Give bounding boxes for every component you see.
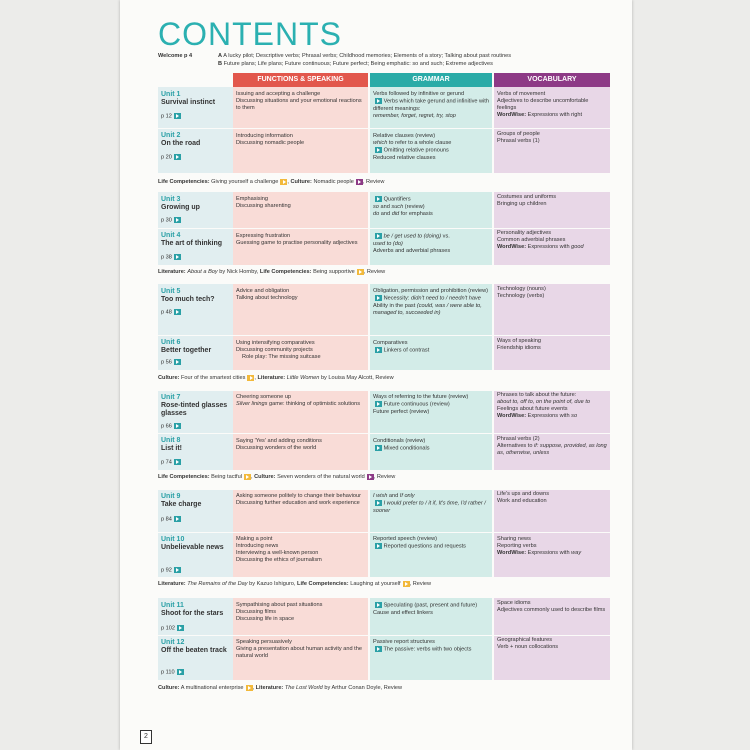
video-play-icon[interactable] xyxy=(375,196,382,202)
unit-4-functions: Expressing frustration Guessing game to practise personality adjectives xyxy=(236,233,358,247)
unit-12-heading: Unit 12 Off the beaten track xyxy=(161,639,227,654)
unit-10-grammar: Reported speech (review) Reported questions and requests xyxy=(373,536,466,550)
video-play-icon[interactable] xyxy=(375,445,382,451)
unit-9-functions: Asking someone politely to change their behaviour Discussing further education and work experience xyxy=(236,493,362,507)
contents-page xyxy=(120,0,632,750)
unit-11-page[interactable]: p 102 xyxy=(161,625,184,631)
unit-5-functions: Advice and obligation Talking about technology xyxy=(236,288,298,302)
unit-7-heading: Unit 7 Rose-tinted glasses glasses xyxy=(161,394,228,417)
unit-3-grammar: Quantifiers so and such (review) do and did for emphasis xyxy=(373,196,433,217)
video-play-icon[interactable] xyxy=(246,685,253,691)
video-play-icon[interactable] xyxy=(356,179,363,185)
video-play-icon[interactable] xyxy=(174,309,181,315)
video-play-icon[interactable] xyxy=(174,359,181,365)
unit-5-page[interactable]: p 48 xyxy=(161,309,181,315)
units-5-6-band xyxy=(158,284,610,370)
video-play-icon[interactable] xyxy=(403,581,410,587)
units-9-10-band xyxy=(158,490,610,577)
page-number: 2 xyxy=(140,730,152,744)
unit-3-heading: Unit 3 Growing up xyxy=(161,196,200,211)
unit-8-grammar: Conditionals (review) Mixed conditionals xyxy=(373,438,430,452)
footer-units-11-12: Culture: A multinational enterprise , Literature: The Lost World by Arthur Conan Doyle, Review xyxy=(158,685,403,691)
unit-3-functions: Emphasising Discussing sharenting xyxy=(236,196,291,210)
unit-11-grammar: Speculating (past, present and future) Cause and effect linkers xyxy=(373,602,478,616)
unit-8-functions: Saying 'Yes' and adding conditions Discussing wonders of the world xyxy=(236,438,322,452)
video-play-icon[interactable] xyxy=(375,347,382,353)
unit-4-heading: Unit 4 The art of thinking xyxy=(161,232,223,247)
unit-2-grammar: Relative clauses (review) which to refer to a whole clause Omitting relative pronouns Reduced relative clauses xyxy=(373,133,452,161)
video-play-icon[interactable] xyxy=(244,474,251,480)
video-play-icon[interactable] xyxy=(375,98,382,104)
footer-units-7-8: Life Competencies: Being tactful , Culture: Seven wonders of the natural world , Review xyxy=(158,474,396,480)
unit-7-vocabulary: Phrases to talk about the future: about to, off to, on the point of, due to Feelings about future events WordWise: Expressions with so xyxy=(497,392,590,420)
unit-11-functions: Sympathising about past situations Discussing films Discussing life in space xyxy=(236,602,323,623)
video-play-icon[interactable] xyxy=(174,516,181,522)
video-play-icon[interactable] xyxy=(375,295,382,301)
unit-3-vocabulary: Costumes and uniforms Bringing up children xyxy=(497,194,557,208)
header-vocabulary: VOCABULARY xyxy=(494,73,610,87)
unit-6-vocabulary: Ways of speaking Friendship idioms xyxy=(497,338,541,352)
welcome-a-text: A lucky pilot; Descriptive verbs; Phrasal verbs; Childhood memories; Elements of a story; Talking about past routines xyxy=(223,53,512,59)
unit-5-grammar: Obligation, permission and prohibition (review) Necessity: didn't need to / needn't have Ability in the past (could, was / were able to, managed to, succeeded in) xyxy=(373,288,489,316)
unit-4-vocabulary: Personality adjectives Common adverbial phrases WordWise: Expressions with good xyxy=(497,230,584,251)
header-grammar: GRAMMAR xyxy=(370,73,492,87)
unit-9-page[interactable]: p 84 xyxy=(161,516,181,522)
video-play-icon[interactable] xyxy=(174,113,181,119)
unit-10-heading: Unit 10 Unbelievable news xyxy=(161,536,224,551)
video-play-icon[interactable] xyxy=(174,254,181,260)
unit-9-vocabulary: Life's ups and downs Work and education xyxy=(497,491,550,505)
video-play-icon[interactable] xyxy=(375,233,382,239)
unit-8-heading: Unit 8 List it! xyxy=(161,437,182,452)
units-1-2-band xyxy=(158,87,610,173)
video-play-icon[interactable] xyxy=(375,646,382,652)
unit-3-page[interactable]: p 30 xyxy=(161,217,181,223)
unit-2-heading: Unit 2 On the road xyxy=(161,132,201,147)
footer-units-1-2: Life Competencies: Giving yourself a challenge , Culture: Nomadic people , Review xyxy=(158,179,385,185)
unit-10-functions: Making a point Introducing news Interviewing a well-known person Discussing the ethics of journalism xyxy=(236,536,322,564)
footer-units-9-10: Literature: The Remains of the Day by Kazuo Ishiguro, Life Competencies: Laughing at yourself , Review xyxy=(158,581,432,587)
unit-8-vocabulary: Phrasal verbs (2) Alternatives to if: suppose, provided, as long as, otherwise, unless xyxy=(497,436,607,457)
welcome-section: Welcome p 4 A A lucky pilot; Descriptive verbs; Phrasal verbs; Childhood memories; Elements of a story; Talking about past routines B Future plans; Life plans; Future continuous; Future perfect; Being emphatic: so and such; Extreme adjectives xyxy=(158,53,512,67)
unit-2-page[interactable]: p 20 xyxy=(161,154,181,160)
unit-2-vocabulary: Groups of people Phrasal verbs (1) xyxy=(497,131,540,145)
unit-1-functions: Issuing and accepting a challenge Discussing situations and your emotional reactions to them xyxy=(236,91,362,112)
units-7-8-band xyxy=(158,391,610,470)
unit-10-page[interactable]: p 92 xyxy=(161,567,181,573)
unit-10-vocabulary: Sharing news Reporting verbs WordWise: Expressions with way xyxy=(497,536,582,557)
unit-1-heading: Unit 1 Survival instinct xyxy=(161,91,216,106)
unit-9-heading: Unit 9 Take charge xyxy=(161,493,202,508)
video-play-icon[interactable] xyxy=(174,567,181,573)
video-play-icon[interactable] xyxy=(375,147,382,153)
video-play-icon[interactable] xyxy=(375,500,382,506)
page-title: CONTENTS xyxy=(158,16,342,52)
welcome-label: Welcome p 4 xyxy=(158,53,193,59)
unit-7-page[interactable]: p 66 xyxy=(161,423,181,429)
footer-units-3-4: Literature: About a Boy by Nick Hornby, Life Competencies: Being supportive , Review xyxy=(158,269,386,275)
unit-6-heading: Unit 6 Better together xyxy=(161,339,212,354)
video-play-icon[interactable] xyxy=(174,154,181,160)
unit-1-vocabulary: Verbs of movement Adjectives to describe uncomfortable feelings WordWise: Expressions with right xyxy=(497,91,589,119)
unit-6-functions: Using intensifying comparatives Discussing community projects Role play: The missing suitcase xyxy=(236,340,321,361)
unit-2-functions: Introducing information Discussing nomadic people xyxy=(236,133,305,147)
footer-units-5-6: Culture: Four of the smartest cities , Literature: Little Women by Louisa May Alcott, Review xyxy=(158,375,394,381)
unit-12-grammar: Passive report structures The passive: verbs with two objects xyxy=(373,639,472,653)
units-3-4-band xyxy=(158,192,610,265)
unit-5-heading: Unit 5 Too much tech? xyxy=(161,288,215,303)
unit-8-page[interactable]: p 74 xyxy=(161,459,181,465)
unit-9-grammar: I wish and If only I would prefer to / it if, It's time, I'd rather / sooner xyxy=(373,493,486,514)
unit-12-vocabulary: Geographical features Verb + noun collocations xyxy=(497,637,559,651)
video-play-icon[interactable] xyxy=(280,179,287,185)
video-play-icon[interactable] xyxy=(174,423,181,429)
unit-7-functions: Cheering someone up Silver linings game: thinking of optimistic solutions xyxy=(236,394,361,408)
video-play-icon[interactable] xyxy=(174,459,181,465)
unit-4-page[interactable]: p 38 xyxy=(161,254,181,260)
unit-12-functions: Speaking persuasively Giving a presentation about human activity and the natural world xyxy=(236,639,362,660)
unit-1-page[interactable]: p 12 xyxy=(161,113,181,119)
video-play-icon[interactable] xyxy=(375,543,382,549)
unit-5-vocabulary: Technology (nouns) Technology (verbs) xyxy=(497,286,546,300)
video-play-icon[interactable] xyxy=(177,669,184,675)
welcome-b-text: Future plans; Life plans; Future continuous; Future perfect; Being emphatic: so and such; Extreme adjectives xyxy=(223,61,493,67)
units-11-12-band xyxy=(158,598,610,680)
unit-6-grammar: Comparatives Linkers of contrast xyxy=(373,340,430,354)
video-play-icon[interactable] xyxy=(357,269,364,275)
unit-6-page[interactable]: p 56 xyxy=(161,359,181,365)
unit-11-vocabulary: Space idioms Adjectives commonly used to describe films xyxy=(497,600,606,614)
video-play-icon[interactable] xyxy=(375,602,382,608)
unit-7-grammar: Ways of referring to the future (review) Future continuous (review) Future perfect (review) xyxy=(373,394,469,415)
header-functions-speaking: FUNCTIONS & SPEAKING xyxy=(233,73,368,87)
unit-12-page[interactable]: p 110 xyxy=(161,669,184,675)
unit-11-heading: Unit 11 Shoot for the stars xyxy=(161,602,224,617)
unit-4-grammar: be / get used to (doing) vs. used to (do) Adverbs and adverbial phrases xyxy=(373,233,451,254)
video-play-icon[interactable] xyxy=(177,625,184,631)
unit-1-grammar: Verbs followed by infinitive or gerund Verbs which take gerund and infinitive with different meanings: remember, forget, regret, try, stop xyxy=(373,91,489,119)
video-play-icon[interactable] xyxy=(367,474,374,480)
video-play-icon[interactable] xyxy=(375,401,382,407)
video-play-icon[interactable] xyxy=(174,217,181,223)
video-play-icon[interactable] xyxy=(247,375,254,381)
